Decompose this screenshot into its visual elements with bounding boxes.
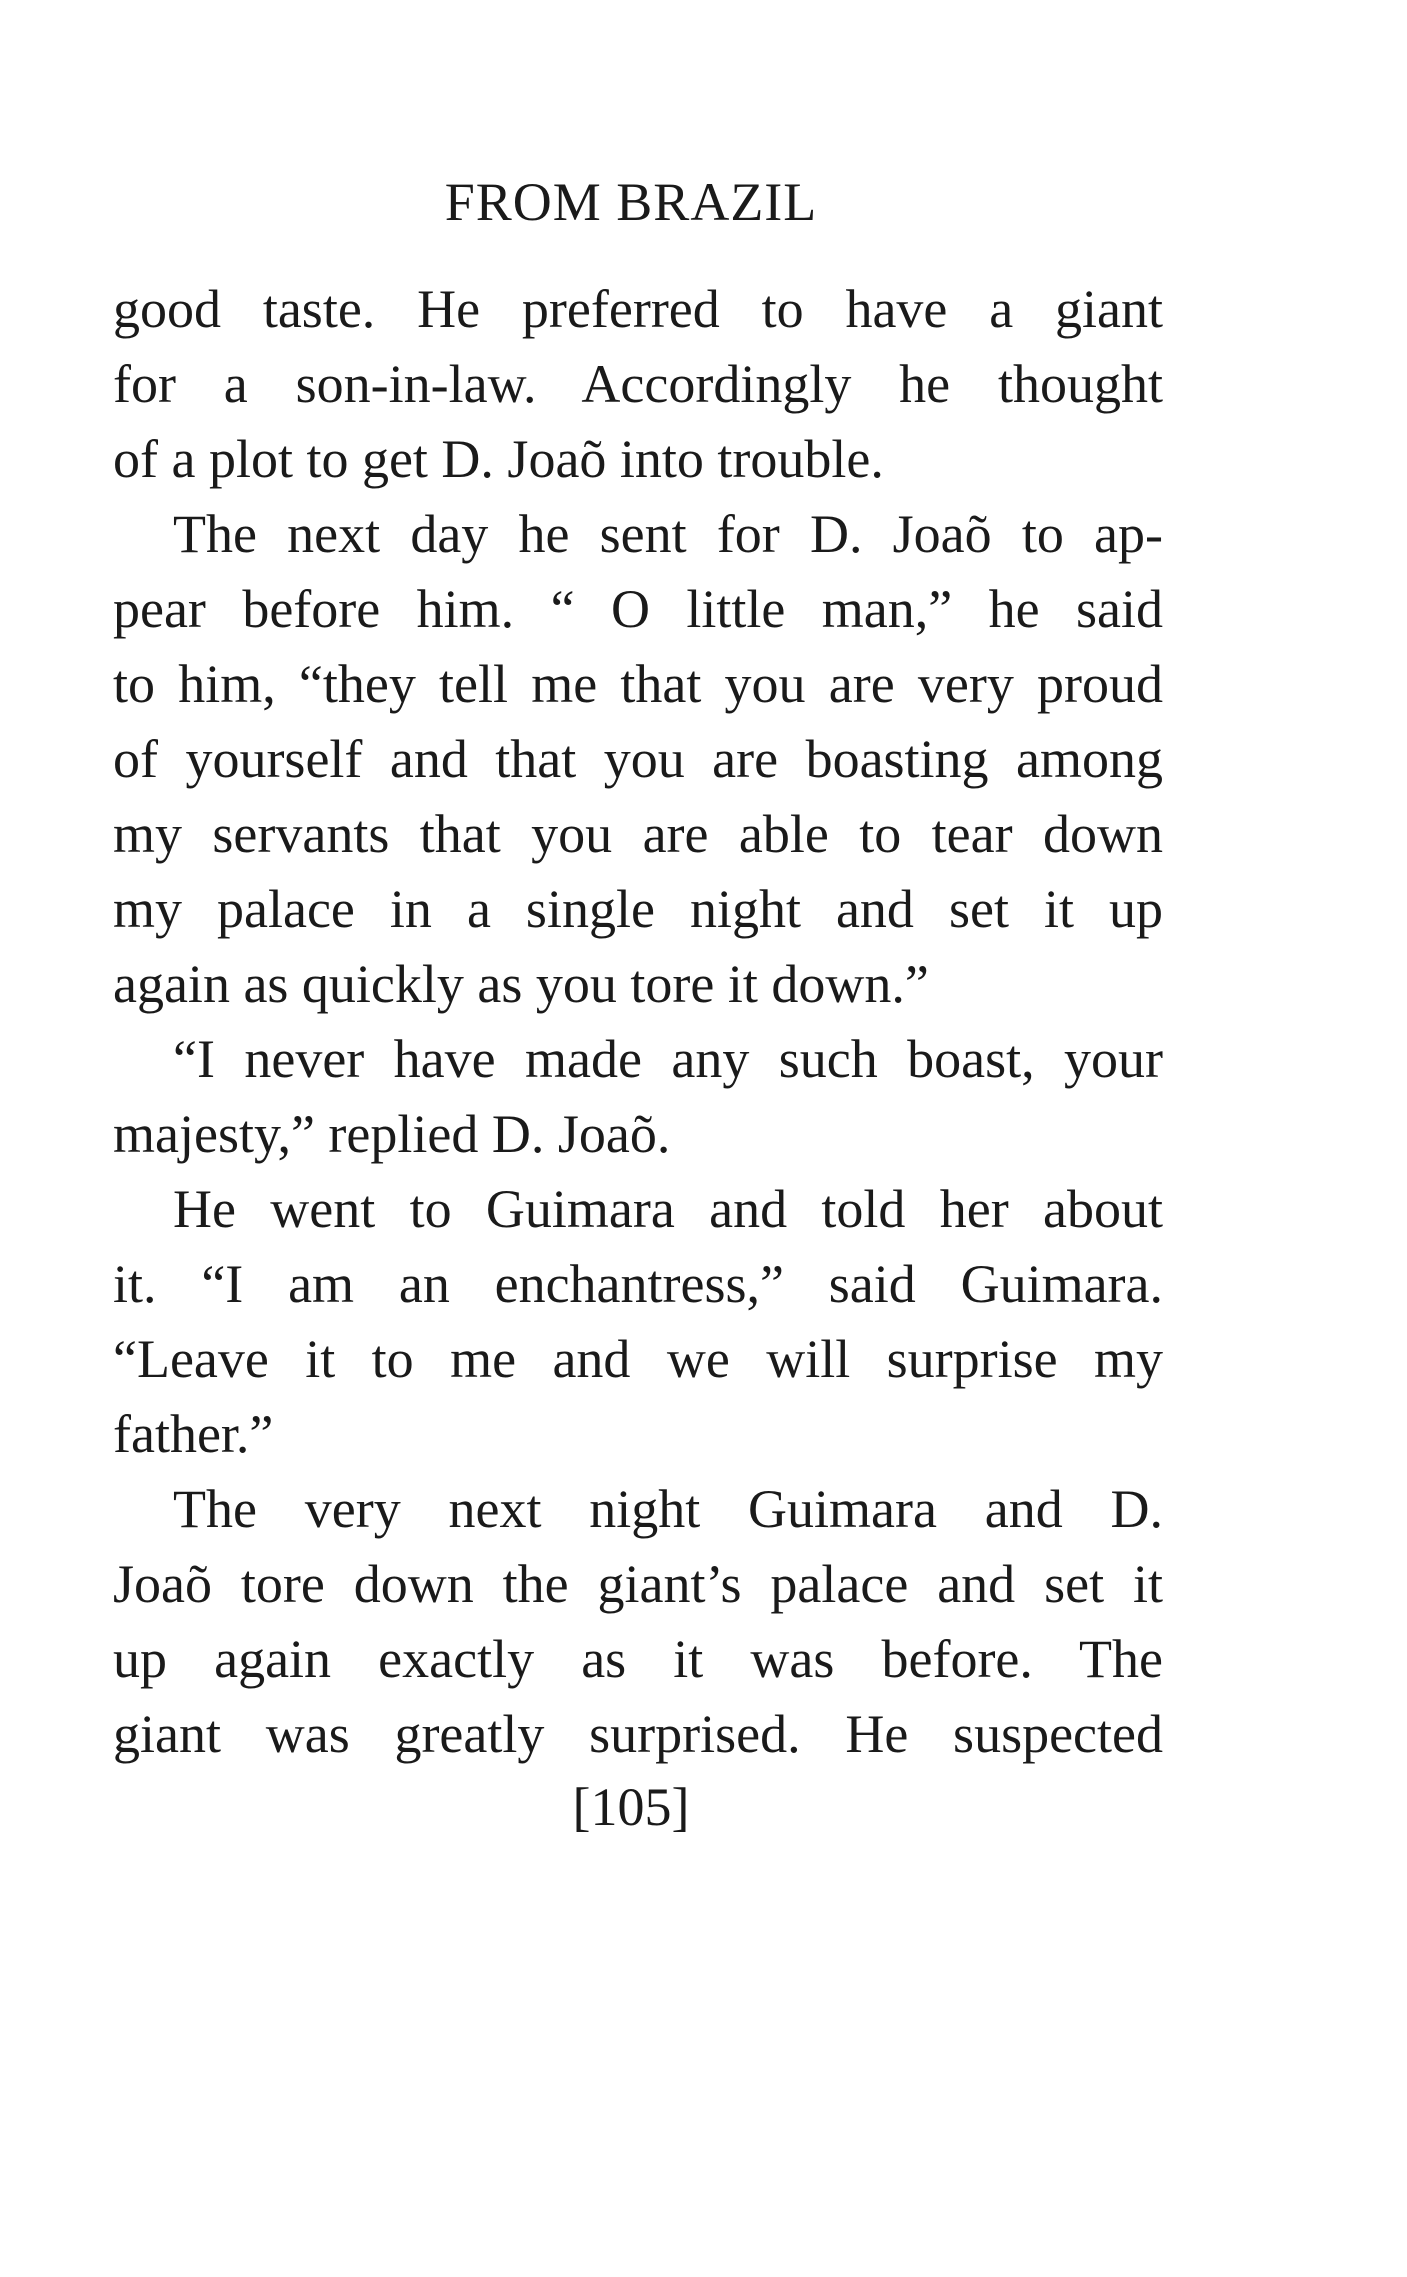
text-line: my palace in a single night and set it up — [113, 879, 1163, 939]
text-line: my servants that you are able to tear down — [113, 804, 1163, 864]
text-line: pear before him. “ O little man,” he said — [113, 579, 1163, 639]
page-number: [105] — [572, 1777, 690, 1837]
text-line: to him, “they tell me that you are very proud — [113, 654, 1163, 714]
text-line: for a son-in-law. Accordingly he thought — [113, 354, 1163, 414]
text-line: majesty,” replied D. Joaõ. — [113, 1104, 671, 1164]
text-line: The next day he sent for D. Joaõ to ap- — [173, 504, 1163, 564]
text-line: “Leave it to me and we will surprise my — [113, 1329, 1163, 1389]
text-line: good taste. He preferred to have a giant — [113, 279, 1163, 339]
text-line: father.” — [113, 1404, 274, 1464]
text-line: it. “I am an enchantress,” said Guimara. — [113, 1254, 1163, 1314]
text-line: again as quickly as you tore it down.” — [113, 954, 929, 1014]
text-line: of yourself and that you are boasting among — [113, 729, 1163, 789]
text-line: giant was greatly surprised. He suspected — [113, 1704, 1163, 1764]
text-line: Joaõ tore down the giant’s palace and set it — [113, 1554, 1163, 1614]
body-text — [113, 272, 1163, 1772]
running-head: FROM BRAZIL — [444, 172, 818, 232]
text-line: He went to Guimara and told her about — [173, 1179, 1163, 1239]
text-line: of a plot to get D. Joaõ into trouble. — [113, 429, 884, 489]
text-line: “I never have made any such boast, your — [173, 1029, 1163, 1089]
text-line: up again exactly as it was before. The — [113, 1629, 1163, 1689]
text-line: The very next night Guimara and D. — [173, 1479, 1163, 1539]
